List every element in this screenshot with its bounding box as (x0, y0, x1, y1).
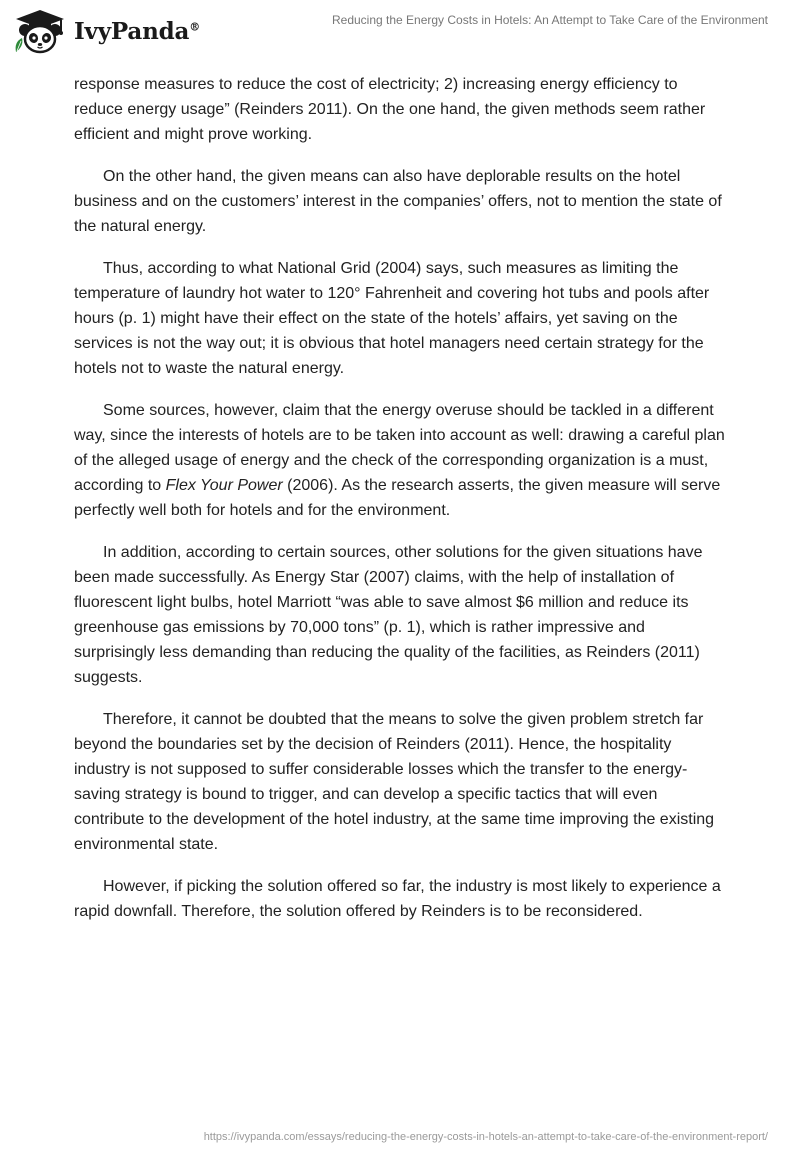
paragraph-4 (74, 398, 726, 523)
paragraph-4-text-before: Some sources, however, claim that the energy overuse should be tackled in a different way, since the interests of hotels are to be taken into account as well: drawing a careful plan of the alleged usage of energy and the check of the corresponding organization is a must, according to (74, 402, 725, 494)
paragraph-4-text-after: (2006). As the research asserts, the given measure will serve perfectly well both for hotels and for the environment. (74, 477, 721, 519)
logo-wordmark: IvyPanda® (74, 17, 200, 45)
document-title: Reducing the Energy Costs in Hotels: An Attempt to Take Care of the Environment (331, 13, 768, 27)
paragraph-2: On the other hand, the given means can also have deplorable results on the hotel business and on the customers’ interest in the companies’ offers, not to mention the state of the natural energy. (74, 168, 722, 235)
paragraph-3: Thus, according to what National Grid (2004) says, such measures as limiting the temperature of laundry hot water to 120° Fahrenheit and covering hot tubs and pools after hours (p. 1) might have their effect on the state of the hotels’ affairs, yet saving on the services is not the way out; it is obvious that hotel managers need certain strategy for the hotels not to waste the natural energy. (74, 260, 710, 377)
paragraph-1: response measures to reduce the cost of electricity; 2) increasing energy efficiency to reduce energy usage” (Reinders 2011). On the one hand, the given methods seem rather efficient and might prove working. (74, 76, 706, 143)
source-url[interactable]: https://ivypanda.com/essays/reducing-the-energy-costs-in-hotels-an-attempt-to-take-care-of-the-environment-report/ (203, 1131, 768, 1143)
essay-body (74, 72, 726, 941)
paragraph-7: However, if picking the solution offered so far, the industry is most likely to experience a rapid downfall. Therefore, the solution offered by Reinders is to be reconsidered. (74, 878, 721, 920)
paragraph-6: Therefore, it cannot be doubted that the means to solve the given problem stretch far beyond the boundaries set by the decision of Reinders (2011). Hence, the hospitality industry is not supposed to suffer considerable losses which the transfer to the energy-saving strategy is bound to trigger, and can develop a specific tactics that will even contribute to the development of the hotel industry, at the same time improving the existing environmental state. (74, 711, 715, 853)
ivypanda-logo[interactable] (12, 8, 200, 54)
panda-graduate-icon (12, 8, 68, 54)
source-title-italic: Flex Your Power (165, 477, 283, 494)
page-header (0, 0, 800, 62)
paragraph-5: In addition, according to certain sources, other solutions for the given situations have been made successfully. As Energy Star (2007) claims, with the help of installation of fluorescent light bulbs, hotel Marriott “was able to save almost $6 million and reduce its greenhouse gas emissions by 70,000 tons” (p. 1), which is rather impressive and surprisingly less demanding than reducing the quality of the facilities, as Reinders (2011) suggests. (74, 544, 703, 686)
